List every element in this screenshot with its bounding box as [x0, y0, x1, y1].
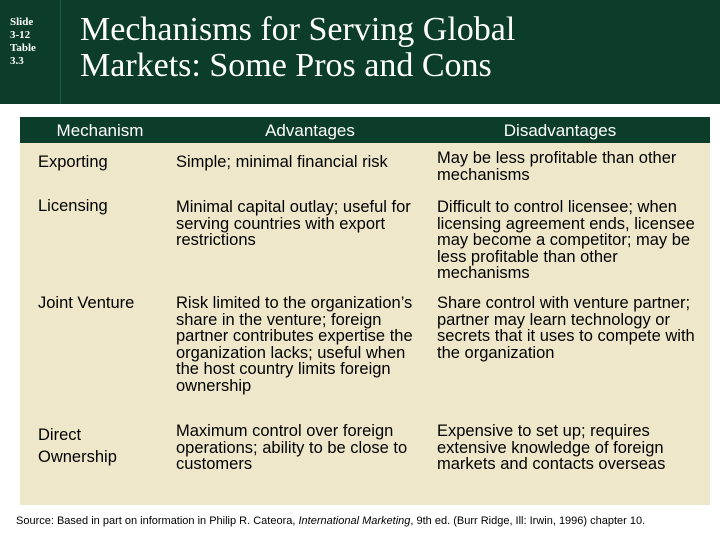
- title-line-1: Mechanisms for Serving Global: [80, 11, 516, 48]
- row-joint-venture-advantages: Risk limited to the organization’s share in the venture; foreign partner contributes expertise the organization lacks; useful when the host country limits foreign ownership: [176, 294, 413, 395]
- row-exporting-disadvantages: May be less profitable than other mechanisms: [437, 149, 677, 184]
- row-licensing-disadvantages: Difficult to control licensee; when licensing agreement ends, licensee may become a competitor; may be less profitable than other mechanisms: [437, 198, 695, 282]
- row-licensing-mechanism: Licensing: [38, 197, 108, 215]
- comparison-table: [20, 117, 710, 505]
- title-line-2: Markets: Some Pros and Cons: [80, 47, 492, 84]
- source-book-title: International Marketing: [298, 515, 411, 527]
- row-joint-venture-disadvantages: Share control with venture partner; partner may learn technology or secrets that it uses to compete with the organization: [437, 294, 695, 362]
- row-direct-ownership-mechanism: Direct Ownership: [38, 426, 117, 466]
- row-direct-ownership-advantages: Maximum control over foreign operations; ability to be close to customers: [176, 422, 408, 473]
- row-joint-venture-mechanism: Joint Venture: [38, 294, 135, 312]
- slide-label-line: Slide: [10, 16, 34, 28]
- row-licensing-advantages: Minimal capital outlay; useful for serving countries with export restrictions: [176, 198, 411, 249]
- header-disadvantages: Disadvantages: [503, 121, 617, 140]
- table-header: [20, 117, 710, 143]
- source-suffix: , 9th ed. (Burr Ridge, Ill: Irwin, 1996) chapter 10.: [410, 515, 646, 527]
- row-direct-ownership-disadvantages: Expensive to set up; requires extensive knowledge of foreign markets and contacts overseas: [437, 422, 666, 473]
- source-citation: [16, 515, 716, 527]
- header-advantages: Advantages: [265, 121, 355, 140]
- page-title: [80, 12, 700, 84]
- slide-label-line: Table: [10, 42, 36, 54]
- source-prefix: Source: Based in part on information in Philip R. Cateora,: [16, 515, 299, 527]
- slide-label-line: 3-12: [10, 29, 31, 41]
- slide-label-line: 3.3: [10, 55, 24, 67]
- header-mechanism: Mechanism: [56, 121, 144, 140]
- row-exporting-mechanism: Exporting: [38, 153, 108, 171]
- slide-label: [0, 0, 61, 104]
- row-exporting-advantages: Simple; minimal financial risk: [176, 153, 388, 171]
